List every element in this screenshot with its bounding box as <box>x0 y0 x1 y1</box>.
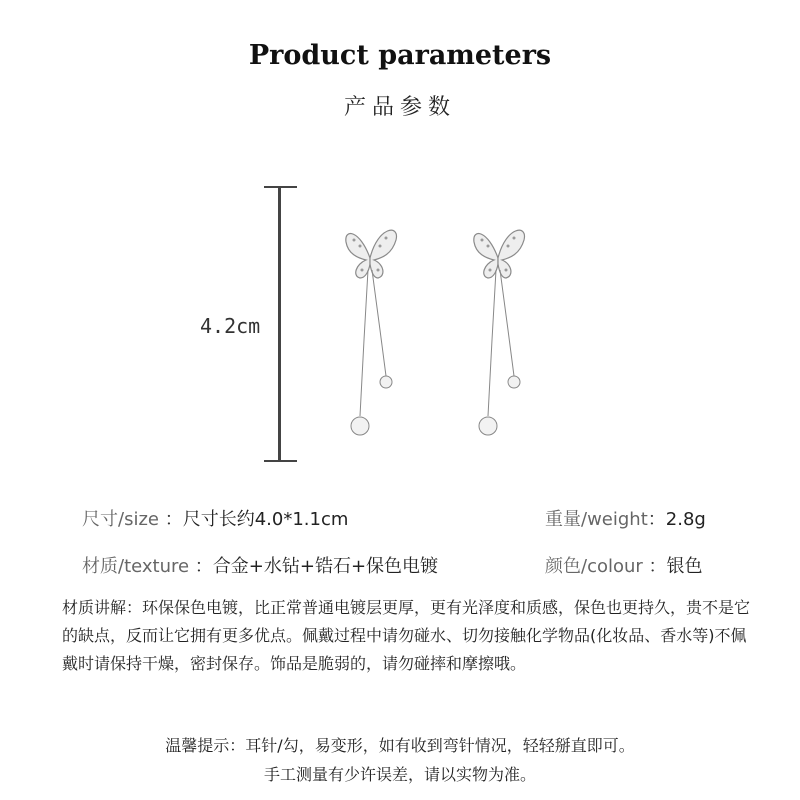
spec-weight <box>545 505 706 531</box>
spec-size-key: 尺寸/size <box>82 509 159 530</box>
spec-weight-value: 2.8g <box>665 509 706 530</box>
tip-line-1: 温馨提示：耳针/勾，易变形，如有收到弯针情况，轻轻掰直即可。 <box>165 736 635 755</box>
spec-weight-sep: ： <box>647 509 666 530</box>
spec-size-sep: ： <box>158 509 183 530</box>
spec-colour <box>545 552 703 578</box>
spec-texture-key: 材质/texture <box>82 556 190 577</box>
spec-texture-sep: ： <box>189 556 213 577</box>
earring-right-image <box>458 220 538 460</box>
spec-texture <box>82 552 438 578</box>
page-subtitle: 产品参数 <box>343 95 456 120</box>
spec-size-value: 尺寸长约4.0*1.1cm <box>182 509 349 530</box>
spec-colour-sep: ： <box>642 556 667 577</box>
material-description: 材质讲解：环保保色电镀，比正常普通电镀层更厚，更有光泽度和质感，保色也更持久，贵不是它的缺点，反而让它拥有更多优点。佩戴过程中请勿碰水、切勿接触化学物品(化妆品、香水等)不佩戴时请保持干燥，密封保存。饰品是脆弱的，请勿碰摔和摩擦哦。 <box>62 598 751 673</box>
dimension-tick-bottom <box>264 460 297 462</box>
earring-left-image <box>330 220 410 460</box>
spec-weight-key: 重量/weight <box>545 509 648 530</box>
dimension-line <box>278 186 281 462</box>
page-title: Product parameters <box>248 40 552 71</box>
tip-line-2: 手工测量有少许误差，请以实物为准。 <box>263 765 536 784</box>
dimension-tick-top <box>264 186 297 188</box>
spec-colour-key: 颜色/colour <box>545 556 643 577</box>
spec-colour-value: 银色 <box>666 556 703 577</box>
spec-size <box>82 505 348 531</box>
dimension-label: 4.2cm <box>200 314 261 338</box>
spec-texture-value: 合金+水钻+锆石+保色电镀 <box>212 556 439 577</box>
